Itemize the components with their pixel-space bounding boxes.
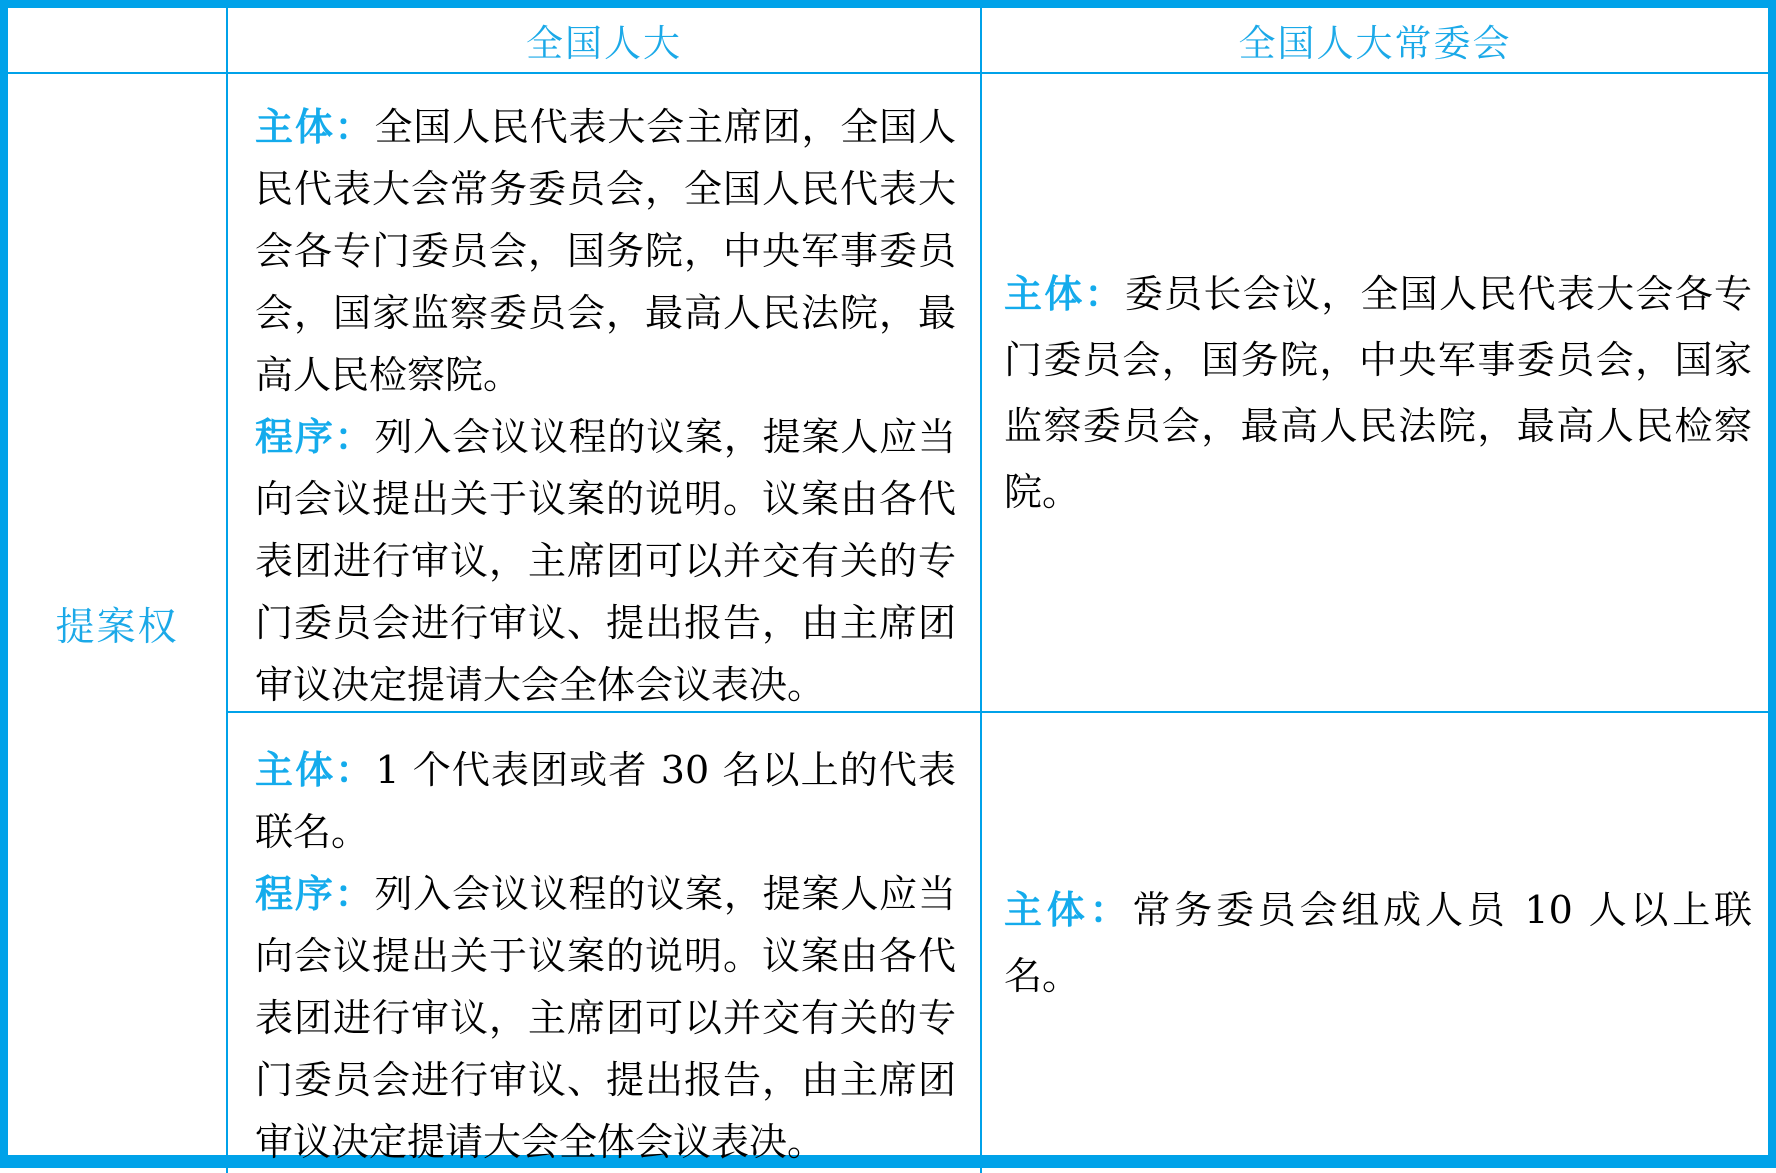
subject-label: 主体： — [1004, 271, 1125, 316]
header-npcsc-cell — [982, 8, 1768, 74]
npcsc-row1-subject-paragraph — [1004, 261, 1752, 525]
procedure-text: 列入会议议程的议案，提案人应当向会议提出关于议案的说明。议案由各代表团进行审议，主席团可以并交有关的专门委员会进行审议、提出报告，由主席团审议决定提请大会全体会议表决。 — [255, 415, 956, 707]
subject-label: 主体： — [1004, 888, 1133, 932]
subject-text: 全国人民代表大会主席团，全国人民代表大会常务委员会，全国人民代表大会各专门委员会，国务院，中央军事委员会，国家监察委员会，最高人民法院，最高人民检察院。 — [255, 105, 956, 397]
npc-row2-cell — [228, 713, 982, 1173]
subject-text: 1 个代表团或者 30 名以上的代表联名。 — [255, 748, 956, 854]
npcsc-row2-cell — [982, 713, 1768, 1173]
subject-label: 主体： — [255, 748, 376, 792]
npc-row1-procedure-paragraph — [255, 406, 956, 716]
npc-row1-cell — [228, 74, 982, 713]
subject-text: 委员长会议，全国人民代表大会各专门委员会，国务院，中央军事委员会，国家监察委员会，最高人民法院，最高人民检察院。 — [1004, 271, 1752, 514]
header-npc-cell — [228, 8, 982, 74]
header-npc-label: 全国人大 — [526, 22, 682, 65]
procedure-text: 列入会议议程的议案，提案人应当向会议提出关于议案的说明。议案由各代表团进行审议，主席团可以并交有关的专门委员会进行审议、提出报告，由主席团审议决定提请大会全体会议表决。 — [255, 872, 956, 1164]
header-npcsc-label: 全国人大常委会 — [1238, 22, 1512, 65]
subject-label: 主体： — [255, 105, 375, 149]
procedure-label: 程序： — [255, 872, 375, 916]
row-label-cell — [8, 74, 228, 1173]
npcsc-row1-cell — [982, 74, 1768, 713]
procedure-label: 程序： — [255, 415, 375, 459]
header-corner-cell — [8, 8, 228, 74]
npc-row1-subject-paragraph — [255, 96, 956, 406]
npc-row2-subject-paragraph — [255, 739, 956, 863]
subject-text: 常务委员会组成人员 10 人以上联名。 — [1004, 888, 1752, 998]
npcsc-row2-subject-paragraph — [1004, 877, 1752, 1009]
npc-row2-procedure-paragraph — [255, 863, 956, 1173]
row-label: 提案权 — [55, 604, 179, 650]
